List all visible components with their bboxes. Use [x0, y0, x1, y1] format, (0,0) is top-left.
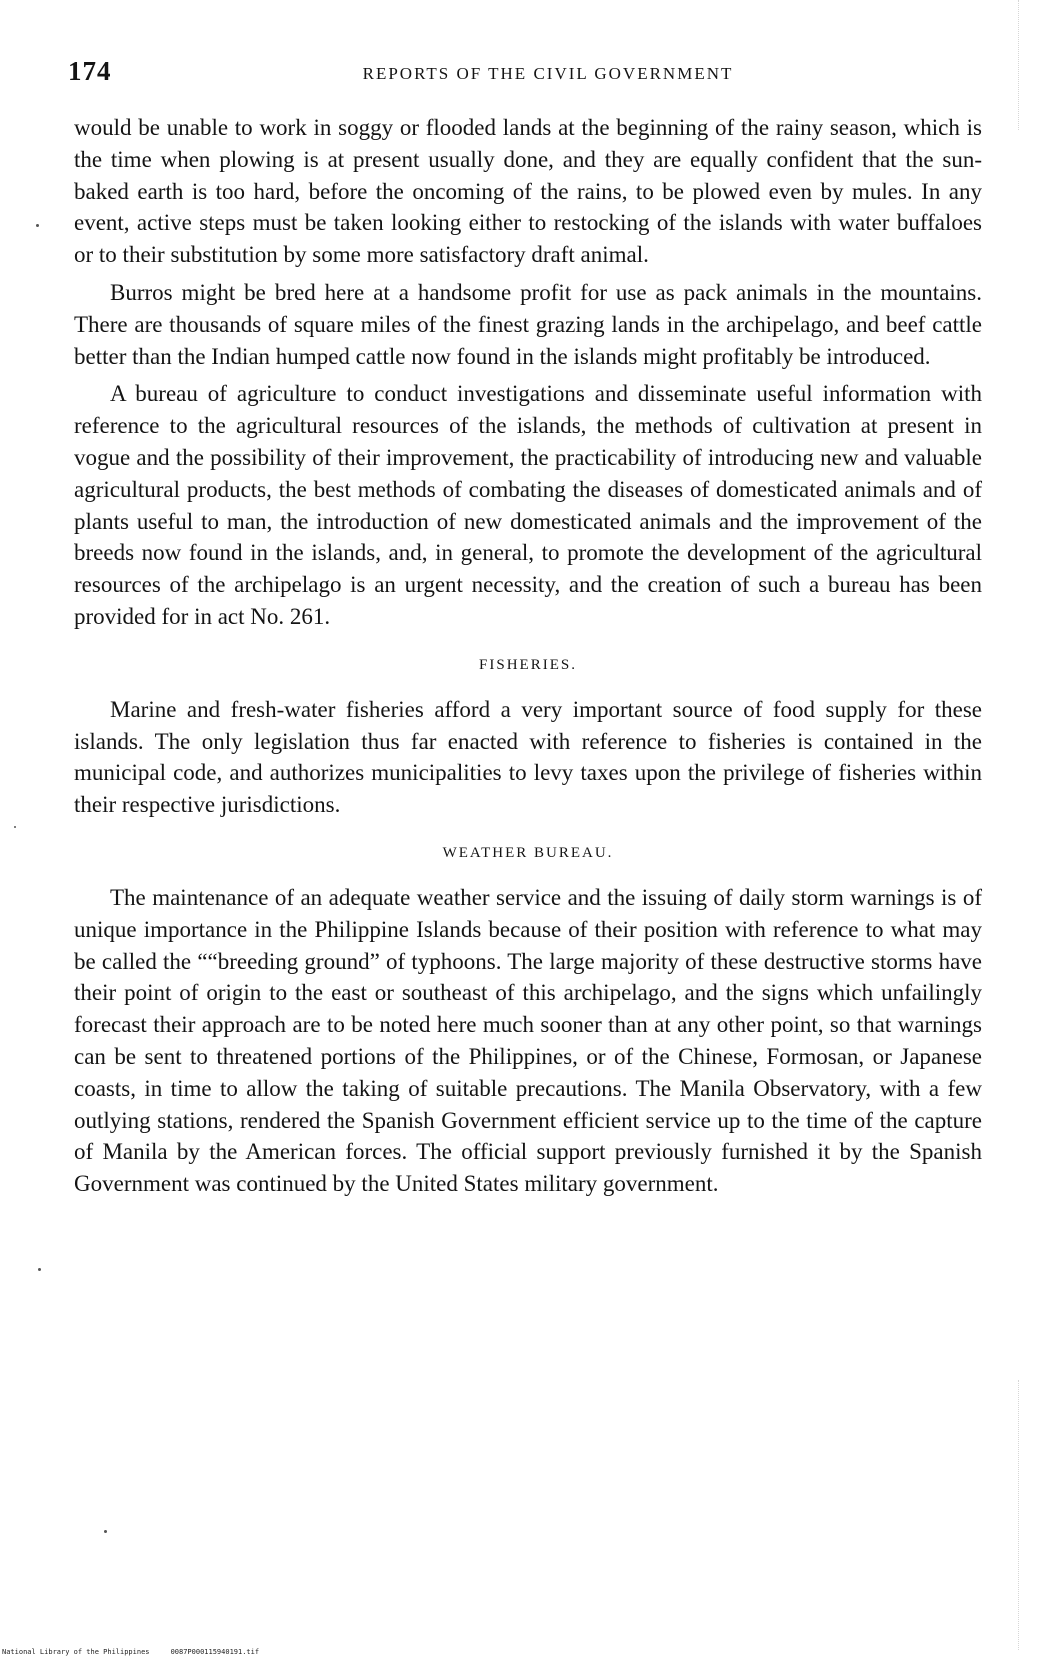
scan-speck [14, 826, 16, 828]
scan-speck [36, 224, 39, 227]
body-text [74, 112, 982, 1206]
section-heading-weather-bureau: WEATHER BUREAU. [442, 844, 614, 861]
scan-speck [38, 1268, 41, 1271]
page-number: 174 [68, 56, 112, 86]
scan-edge-noise [1018, 0, 1053, 130]
paragraph-weather-bureau: The maintenance of an adequate weather service and the issuing of daily storm warnings is of unique importance in the Philippine Islands because of their position with reference to what may be called the ““breeding ground” of typhoons. The large majority of these destructive storms have their point of origin to the east or southeast of this archipelago, and the signs which unfailingly forecast their approach are to be noted here much sooner than at any other point, so that warnings can be sent to threatened portions of the Philippines, or of the Chinese, Formosan, or Japanese coasts, in time to allow the taking of suitable precautions. The Manila Observatory, with a few outlying stations, rendered the Spanish Government efficient service up to the time of the capture of Manila by the American forces. The official support previously furnished it by the Spanish Government was continued by the United States military government. [74, 884, 982, 1197]
scan-speck [104, 1530, 107, 1533]
paragraph-burros: Burros might be bred here at a handsome profit for use as pack animals in the mountains. There are thousands of square miles of the finest grazing lands in the archipelago, and beef cattle better than the Indian humped cattle now found in the islands might profitably be introduced. [74, 279, 982, 369]
paragraph-fisheries: Marine and fresh-water fisheries afford a very important source of food supply for these islands. The only legislation thus far enacted with reference to fisheries is contained in the municipal code, and authorizes municipalities to levy taxes upon the privilege of fisheries within their respective jurisdictions. [74, 696, 982, 818]
page-header [68, 56, 988, 92]
running-head: REPORTS OF THE CIVIL GOVERNMENT [362, 64, 734, 83]
section-heading-fisheries: FISHERIES. [479, 656, 577, 673]
archive-stamp: National Library of the Philippines 0087P000115940191.tif [2, 1648, 260, 1656]
paragraph-bureau-of-agriculture: A bureau of agriculture to conduct investigations and disseminate useful information with reference to the agricultural resources of the islands, the methods of cultivation at present in vogue and the possibility of their improvement, the practicability of introducing new and valuable agricultural products, the best methods of combating the diseases of domesticated animals and of plants useful to man, the introduction of new domesticated animals and the improvement of the breeds now found in the islands, and, in general, to promote the development of the agricultural resources of the archipelago is an urgent necessity, and the creation of such a bureau has been provided for in act No. 261. [74, 381, 982, 629]
paragraph-draft-animals: would be unable to work in soggy or flooded lands at the beginning of the rainy season, which is the time when plowing is at present usually done, and they are equally confident that the sun-baked earth is too hard, before the oncoming of the rains, to be plowed even by mules. In any event, active steps must be taken looking either to restocking of the islands with water buffaloes or to their substitution by some more satisfactory draft animal. [74, 115, 982, 268]
scan-edge-noise [1018, 1380, 1053, 1650]
